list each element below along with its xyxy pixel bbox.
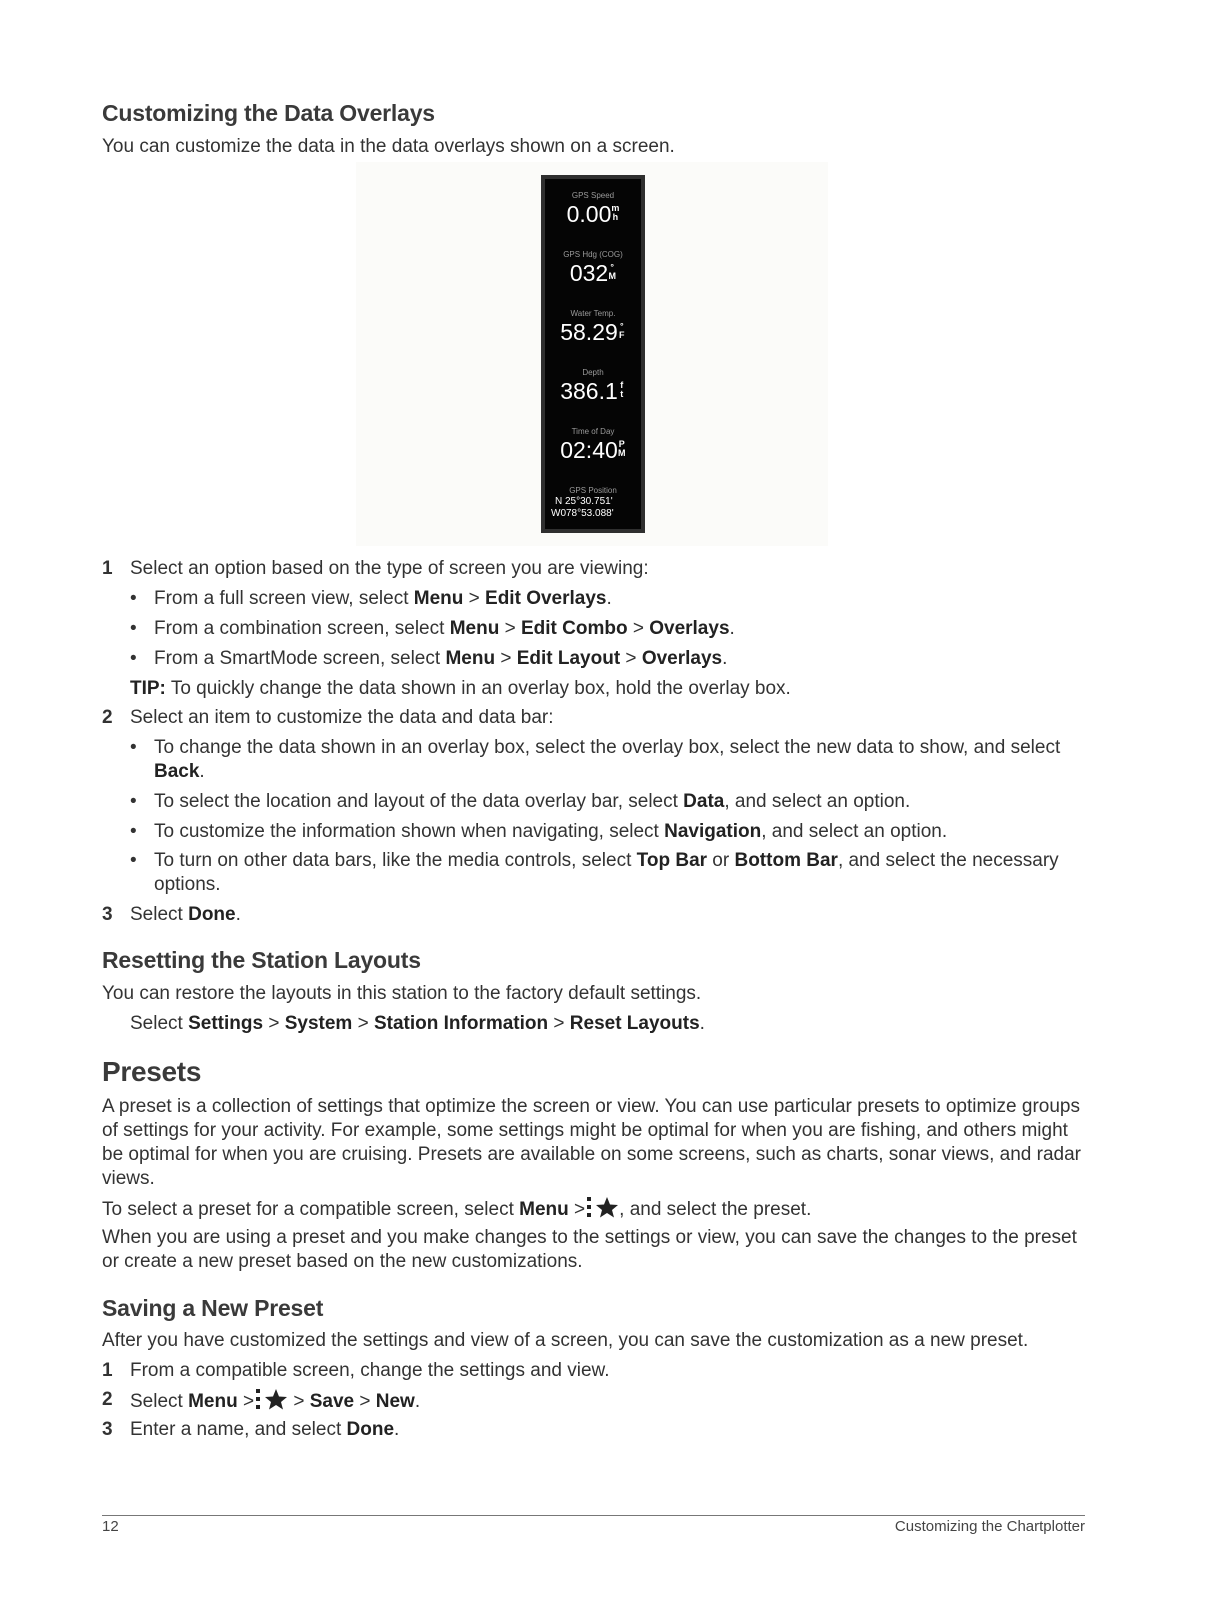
- step-text: Select an option based on the type of screen you are viewing:: [130, 558, 649, 579]
- bullet-dot: •: [130, 850, 137, 871]
- overlay-depth: [545, 368, 641, 404]
- presets-description: A preset is a collection of settings that optimize the screen or view. You can use particular presets to optimize groups of settings for your activity. For example, some settings might be optimal for when you are fishing, and others might be optimal for when you are cruising. Presets are available on some screens, such as charts, sonar views, and radar views.: [102, 1096, 1081, 1189]
- punctuation: .: [414, 1391, 421, 1412]
- bullet-dot: •: [130, 648, 137, 669]
- separator: >: [463, 588, 486, 609]
- bullet-text: To change the data shown in an overlay box, select the overlay box, select the new data to show, and select: [154, 737, 1061, 758]
- bullet-text-end: , and select an option.: [761, 821, 948, 842]
- overlay-value: 0.00: [566, 201, 612, 227]
- ui-term: Data: [683, 791, 725, 812]
- ui-term: Menu: [188, 1391, 238, 1412]
- bullet-text: To turn on other data bars, like the media controls, select: [154, 850, 637, 871]
- ui-term: Save: [309, 1391, 355, 1412]
- overlay-longitude: W078°53.088': [551, 508, 614, 519]
- menu-star-icon: [585, 1196, 619, 1225]
- ui-term: System: [284, 1013, 353, 1034]
- ui-term: Overlays: [641, 648, 723, 669]
- overlay-unit-top: f: [620, 380, 624, 390]
- step-text: Select: [130, 904, 189, 925]
- separator: >: [627, 618, 650, 639]
- data-overlay-bar-image: [541, 175, 645, 533]
- separator: >: [352, 1013, 374, 1034]
- overlay-unit-bottom: M: [608, 271, 616, 281]
- tip-note: [130, 677, 1090, 701]
- bullet-dot: •: [130, 618, 137, 639]
- overlay-unit-bottom: t: [620, 389, 624, 399]
- instruction-text: Select: [130, 1013, 189, 1034]
- overlay-unit-top: P: [618, 439, 625, 449]
- instruction-text-end: , and select the preset.: [619, 1199, 812, 1220]
- overlay-time-of-day: [545, 427, 641, 463]
- overlay-water-temp: [545, 309, 641, 345]
- overlay-label: Time of Day: [571, 427, 615, 436]
- overlay-label: Water Temp.: [570, 309, 616, 318]
- overlay-value: 58.29: [560, 319, 618, 345]
- ui-term: Reset Layouts: [569, 1013, 700, 1034]
- overlay-value: 02:40: [560, 437, 618, 463]
- step-text: Select an item to customize the data and data bar:: [130, 707, 554, 728]
- step-number: 3: [102, 904, 113, 925]
- ui-term: Top Bar: [636, 850, 708, 871]
- tip-label: TIP:: [130, 678, 166, 699]
- overlay-label: GPS Speed: [571, 191, 615, 200]
- separator: >: [620, 648, 642, 669]
- presets-save-description: When you are using a preset and you make changes to the settings or view, you can save the changes to the preset or create a new preset based on the new customizations.: [102, 1227, 1077, 1272]
- ui-term: Edit Layout: [516, 648, 621, 669]
- bullet-dot: •: [130, 737, 137, 758]
- overlay-label: GPS Hdg (COG): [563, 250, 623, 259]
- ui-term: Settings: [188, 1013, 264, 1034]
- ui-term: Overlays: [649, 618, 730, 639]
- separator: >: [354, 1391, 376, 1412]
- presets-select-instruction: [102, 1196, 1092, 1225]
- section-intro-save-preset: After you have customized the settings and view of a screen, you can save the customization as a new preset.: [102, 1330, 1029, 1351]
- punctuation: .: [722, 648, 728, 669]
- step-text: From a compatible screen, change the settings and view.: [130, 1360, 610, 1381]
- ui-term: Edit Combo: [520, 618, 628, 639]
- separator: >: [568, 1199, 586, 1220]
- overlay-unit-bottom: M: [618, 448, 626, 458]
- bullet-text: To customize the information shown when navigating, select: [154, 821, 665, 842]
- overlay-unit-bottom: h: [612, 212, 619, 222]
- ui-term: Menu: [413, 588, 464, 609]
- bullet-text-end: , and select an option.: [724, 791, 911, 812]
- instruction-text: To select a preset for a compatible screen, select: [102, 1199, 520, 1220]
- punctuation: .: [606, 588, 612, 609]
- section-intro-reset-layouts: You can restore the layouts in this station to the factory default settings.: [102, 983, 702, 1004]
- step-number: 1: [102, 558, 113, 579]
- bullet-dot: •: [130, 791, 137, 812]
- overlay-latitude: N 25°30.751': [555, 496, 613, 507]
- section-heading-reset-layouts: Resetting the Station Layouts: [102, 947, 421, 973]
- overlay-unit-bottom: F: [619, 330, 625, 340]
- section-heading-presets: Presets: [102, 1056, 202, 1087]
- ui-term: Menu: [445, 648, 496, 669]
- overlay-value: 386.1: [560, 378, 618, 404]
- ui-term: Menu: [449, 618, 500, 639]
- separator: >: [237, 1391, 255, 1412]
- overlay-unit-top: °: [619, 321, 624, 331]
- bullet-dot: •: [130, 821, 137, 842]
- ui-term: Menu: [519, 1199, 569, 1220]
- step-number: 2: [102, 1389, 113, 1410]
- ui-term: New: [375, 1391, 415, 1412]
- step-number: 3: [102, 1419, 113, 1440]
- overlay-unit-top: °: [610, 262, 614, 272]
- overlay-unit-top: m: [611, 203, 620, 213]
- punctuation: .: [729, 618, 735, 639]
- separator: >: [263, 1013, 285, 1034]
- bullet-text: From a SmartMode screen, select: [154, 648, 446, 669]
- separator: >: [495, 648, 517, 669]
- step-text: Enter a name, and select: [130, 1419, 347, 1440]
- separator: >: [499, 618, 521, 639]
- footer-section-title: Customizing the Chartplotter: [894, 1518, 1085, 1535]
- ui-term: Station Information: [373, 1013, 549, 1034]
- ui-term: Done: [188, 904, 236, 925]
- bullet-text-mid: or: [707, 850, 735, 871]
- ui-term: Edit Overlays: [485, 588, 607, 609]
- bullet-text-end: , and select the necessary options.: [154, 850, 1059, 895]
- reset-layouts-instruction: [130, 1012, 705, 1036]
- overlay-gps-speed: [545, 191, 641, 227]
- separator: >: [548, 1013, 570, 1034]
- section-intro-data-overlays: You can customize the data in the data overlays shown on a screen.: [102, 136, 675, 157]
- punctuation: .: [199, 761, 205, 782]
- ui-term: Back: [154, 761, 200, 782]
- step-number: 1: [102, 1360, 113, 1381]
- ui-term: Bottom Bar: [734, 850, 838, 871]
- section-heading-data-overlays: Customizing the Data Overlays: [102, 100, 435, 126]
- overlay-value: 032: [569, 260, 609, 286]
- overlay-gps-heading: [545, 250, 641, 286]
- ui-term: Navigation: [664, 821, 762, 842]
- step-number: 2: [102, 707, 113, 728]
- footer-rule: [102, 1515, 1085, 1516]
- step-text: Select: [130, 1391, 189, 1412]
- ui-term: Done: [346, 1419, 395, 1440]
- overlay-label: Depth: [582, 368, 604, 377]
- bullet-text: From a combination screen, select: [154, 618, 450, 639]
- page-number: 12: [102, 1518, 119, 1535]
- tip-text: To quickly change the data shown in an overlay box, hold the overlay box.: [165, 678, 791, 699]
- overlay-gps-position: [545, 486, 641, 520]
- punctuation: .: [394, 1419, 400, 1440]
- menu-star-icon: [254, 1388, 288, 1417]
- punctuation: .: [235, 904, 241, 925]
- overlay-label: GPS Position: [569, 486, 617, 495]
- separator: >: [288, 1391, 310, 1412]
- bullet-dot: •: [130, 588, 137, 609]
- bullet-text: From a full screen view, select: [154, 588, 414, 609]
- bullet-text: To select the location and layout of the data overlay bar, select: [154, 791, 684, 812]
- section-heading-save-preset: Saving a New Preset: [102, 1295, 324, 1321]
- punctuation: .: [699, 1013, 705, 1034]
